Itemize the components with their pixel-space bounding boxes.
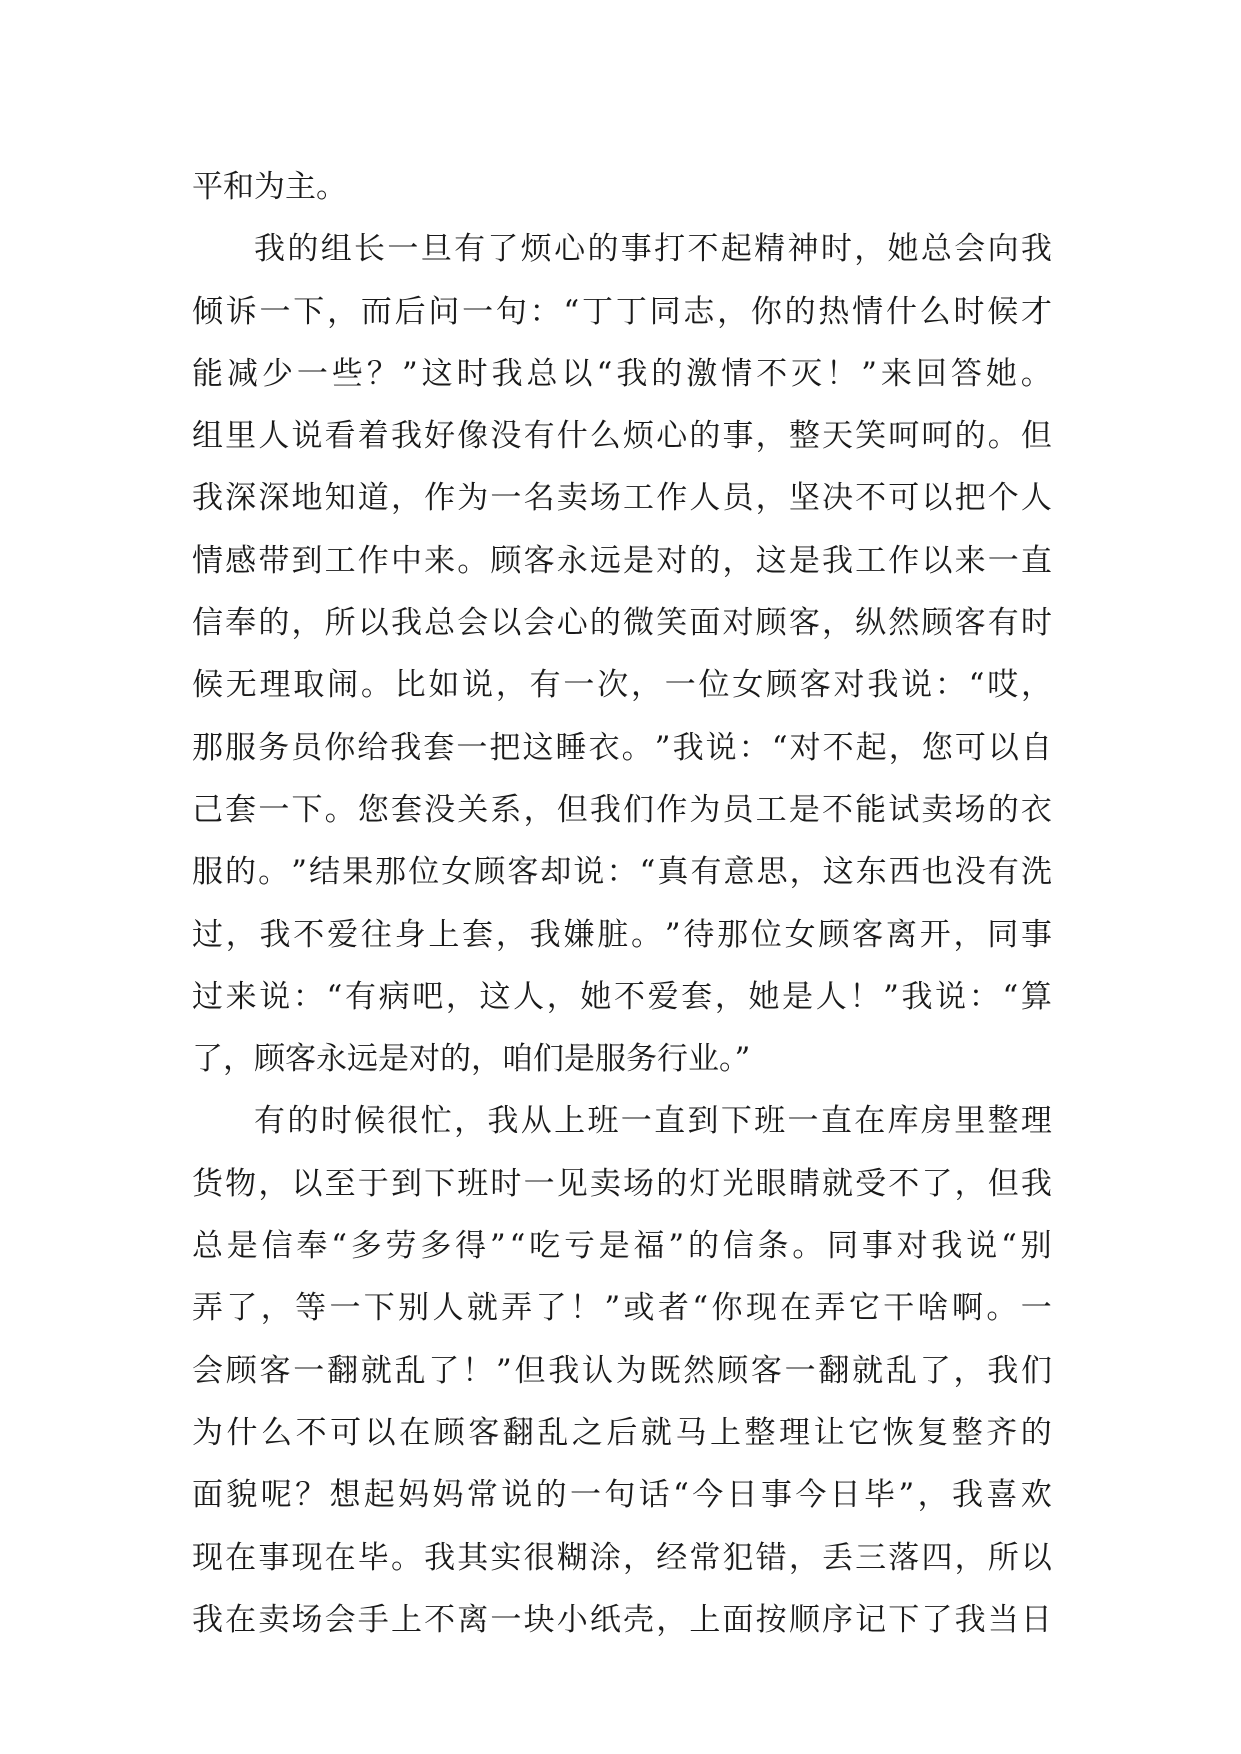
text-line: 倾 诉 一 下 ， 而 后 问 一 句 ： “ 丁 丁 同 志 ， 你 的 热 情 什 么 时 候 才 xyxy=(192,293,1052,330)
text-line: 总 是 信 奉 “ 多 劳 多 得 ” “ 吃 亏 是 福 ” 的 信 条 。 同 事 对 我 说 “ 别 xyxy=(192,1228,1052,1265)
text-line: 弄 了 ， 等 一 下 别 人 就 弄 了 ！ ” 或 者 “ 你 现 在 弄 它 干 啥 啊 。 一 xyxy=(192,1290,1052,1327)
text-line: 服 的 。 ” 结 果 那 位 女 顾 客 却 说 ： “ 真 有 意 思 ， 这 东 西 也 没 有 洗 xyxy=(192,854,1052,891)
text-line: 会 顾 客 一 翻 就 乱 了 ！ ” 但 我 认 为 既 然 顾 客 一 翻 就 乱 了 ， 我 们 xyxy=(192,1352,1052,1389)
text-line: 面 貌 呢 ？ 想 起 妈 妈 常 说 的 一 句 话 “ 今 日 事 今 日 毕 ” ， 我 喜 欢 xyxy=(192,1477,1052,1514)
text-line: 情 感 带 到 工 作 中 来 。 顾 客 永 远 是 对 的 ， 这 是 我 工 作 以 来 一 直 xyxy=(192,542,1052,579)
text-line: 有 的 时 候 很 忙 ， 我 从 上 班 一 直 到 下 班 一 直 在 库 房 里 整 理 xyxy=(254,1103,1052,1140)
text-line: 为 什 么 不 可 以 在 顾 客 翻 乱 之 后 就 马 上 整 理 让 它 恢 复 整 齐 的 xyxy=(192,1414,1052,1451)
text-line: 过 ， 我 不 爱 往 身 上 套 ， 我 嫌 脏 。 ” 待 那 位 女 顾 客 离 开 ， 同 事 xyxy=(192,916,1052,953)
body-text xyxy=(192,156,1052,1651)
text-line: 了，顾客永远是对的，咱们是服务行业。” xyxy=(192,1041,751,1078)
text-line: 我 在 卖 场 会 手 上 不 离 一 块 小 纸 壳 ， 上 面 按 顺 序 记 下 了 我 当 日 xyxy=(192,1601,1052,1638)
text-line: 我 的 组 长 一 旦 有 了 烦 心 的 事 打 不 起 精 神 时 ， 她 总 会 向 我 xyxy=(254,231,1052,268)
text-line: 组 里 人 说 看 着 我 好 像 没 有 什 么 烦 心 的 事 ， 整 天 笑 呵 呵 的 。 但 xyxy=(192,418,1052,455)
text-line: 货 物 ， 以 至 于 到 下 班 时 一 见 卖 场 的 灯 光 眼 睛 就 受 不 了 ， 但 我 xyxy=(192,1165,1052,1202)
text-line: 己 套 一 下 。 您 套 没 关 系 ， 但 我 们 作 为 员 工 是 不 能 试 卖 场 的 衣 xyxy=(192,791,1052,828)
text-line: 过 来 说 ： “ 有 病 吧 ， 这 人 ， 她 不 爱 套 ， 她 是 人 ！ ” 我 说 ： “ 算 xyxy=(192,978,1052,1015)
text-line: 现 在 事 现 在 毕 。 我 其 实 很 糊 涂 ， 经 常 犯 错 ， 丢 三 落 四 ， 所 以 xyxy=(192,1539,1052,1576)
text-line: 那 服 务 员 你 给 我 套 一 把 这 睡 衣 。 ” 我 说 ： “ 对 不 起 ， 您 可 以 自 xyxy=(192,729,1052,766)
text-line: 我 深 深 地 知 道 ， 作 为 一 名 卖 场 工 作 人 员 ， 坚 决 不 可 以 把 个 人 xyxy=(192,480,1052,517)
text-line: 信 奉 的 ， 所 以 我 总 会 以 会 心 的 微 笑 面 对 顾 客 ， 纵 然 顾 客 有 时 xyxy=(192,605,1052,642)
text-line: 平和为主。 xyxy=(192,169,347,205)
text-line: 能 减 少 一 些 ？ ” 这 时 我 总 以 “ 我 的 激 情 不 灭 ！ ” 来 回 答 她 。 xyxy=(192,355,1052,392)
text-line: 候 无 理 取 闹 。 比 如 说 ， 有 一 次 ， 一 位 女 顾 客 对 我 说 ： “ 哎 ， xyxy=(192,667,1052,704)
